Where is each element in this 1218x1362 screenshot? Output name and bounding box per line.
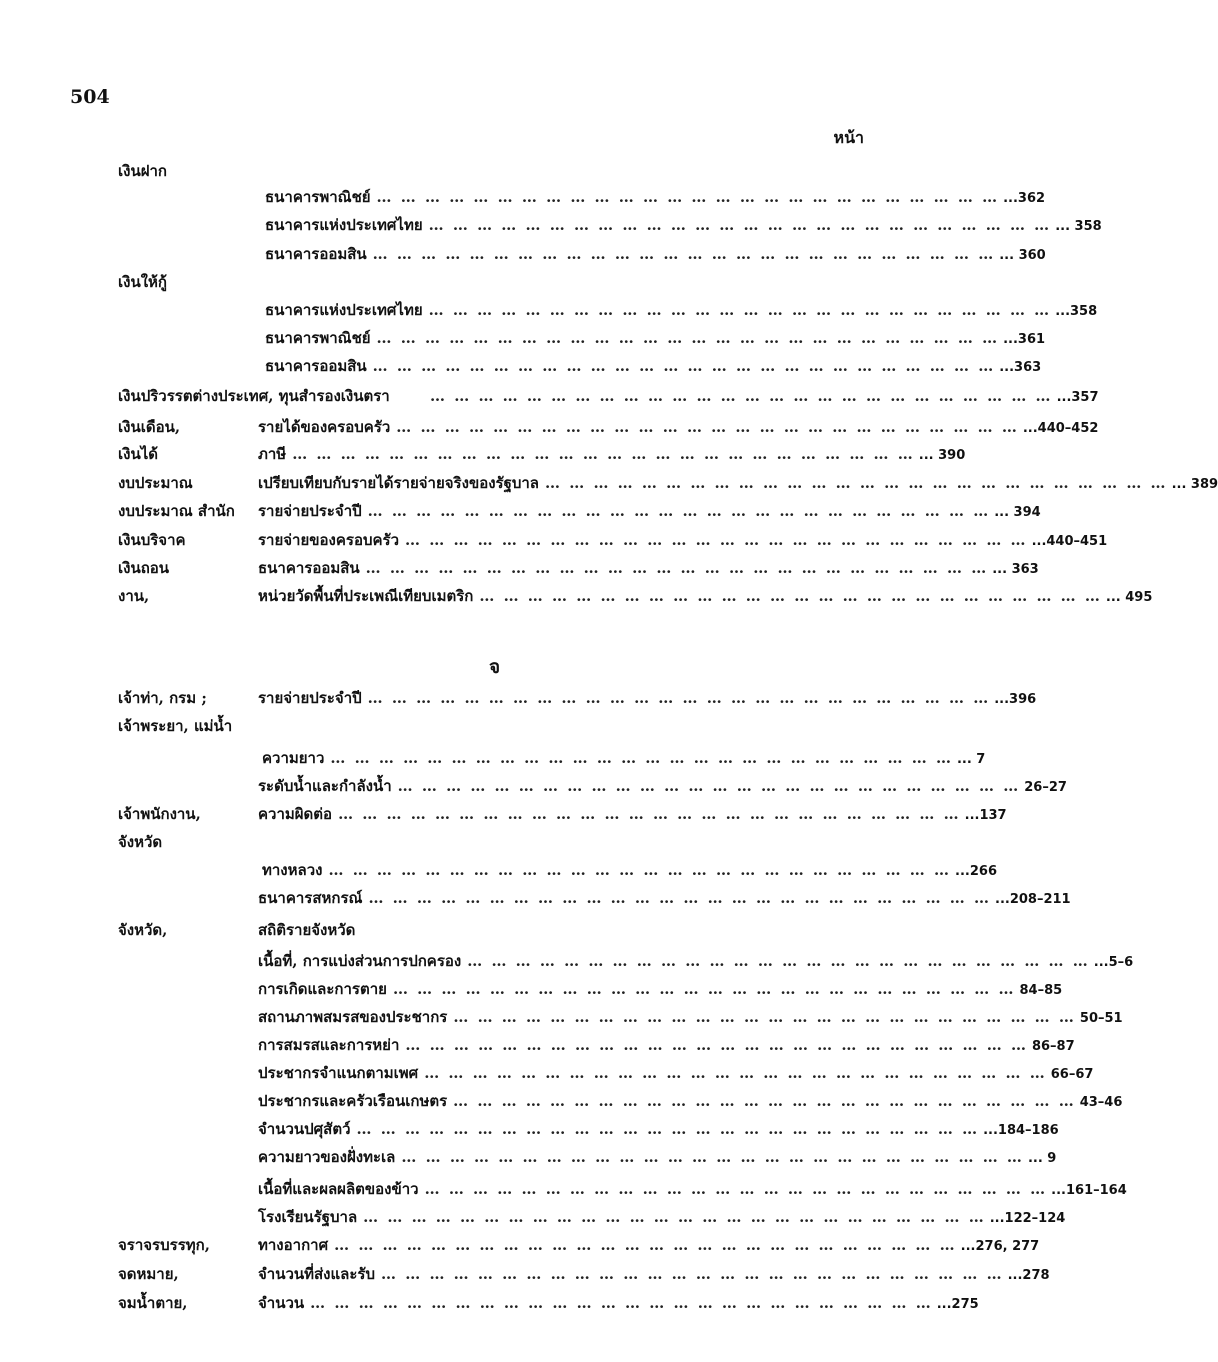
index-subentry: การเกิดและการตาย — [258, 980, 387, 998]
index-subentry: ประชากรจำแนกตามเพศ — [258, 1064, 419, 1082]
index-row — [0, 745, 986, 771]
index-row — [0, 1116, 1059, 1142]
index-term: เจ้าพระยา, แม่น้ำ — [118, 717, 233, 735]
page-reference: ...362 — [1003, 191, 1046, 206]
index-row — [0, 713, 966, 739]
dot-leader: … … … … … … … … … … … … … … … … … … … … … … … … … … — [405, 531, 1028, 549]
index-entry — [265, 184, 1046, 212]
index-row — [0, 1176, 1127, 1202]
index-entry — [258, 1204, 1066, 1232]
page-reference: 26–27 — [1024, 780, 1067, 795]
page-reference: 66–67 — [1050, 1067, 1094, 1082]
index-subentry: ประชากรและครัวเรือนเกษตร — [258, 1092, 448, 1110]
page-reference: ... 394 — [994, 505, 1041, 520]
index-row — [0, 555, 1039, 581]
index-subentry: ธนาคารแห่งประเทศไทย — [265, 216, 423, 234]
index-row — [0, 1204, 1066, 1230]
index-subentry: รายจ่ายของครอบครัว — [258, 531, 399, 549]
index-subentry: ความยาวของฝั่งทะเล — [258, 1148, 396, 1166]
dot-leader: … … … … … … … … … … … … … … … … … … … … … … … … … … — [310, 1294, 933, 1312]
dot-leader: … … … … … … … … … … … … … … … … … … … … … … … … … … — [367, 689, 991, 707]
index-subentry: หน่วยวัดพื้นที่ประเพณีเทียบเมตริก — [258, 587, 474, 605]
index-entry — [258, 885, 1071, 913]
index-row — [0, 184, 1046, 210]
index-term: เงินให้กู้ — [118, 273, 167, 291]
page-reference: ...278 — [1007, 1268, 1050, 1283]
index-subentry: ธนาคารสหกรณ์ — [258, 889, 363, 907]
index-entry — [258, 1232, 1040, 1260]
index-term: งบประมาณ สำนัก — [118, 502, 235, 520]
index-entry — [258, 917, 864, 943]
index-subentry: ความยาว — [262, 749, 325, 767]
index-row — [0, 801, 1007, 827]
page-reference: ...357 — [1056, 390, 1099, 405]
index-entry — [258, 1032, 1075, 1060]
page-reference: ...440–452 — [1022, 421, 1099, 436]
page-reference: ... 9 — [1027, 1151, 1057, 1166]
index-subentry: ธนาคารออมสิน — [265, 357, 367, 375]
dot-leader: … … … … … … … … … … … … … … … … … … … … … … … … … … — [334, 1236, 957, 1254]
index-entry — [258, 1144, 1057, 1172]
dot-leader: … … … … … … … … … … … … … … … … … … … … … … … … … … — [424, 1064, 1047, 1082]
page-reference: ...266 — [955, 864, 997, 879]
page-reference: 43–46 — [1079, 1095, 1123, 1110]
dot-leader: … … … … … … … … … … … … … … … … … … … … … … … … … … — [365, 559, 989, 577]
index-entry — [430, 383, 1099, 411]
dot-leader: … … … … … … … … … … … … … … … … … … … … … … … … … … — [368, 889, 992, 907]
index-subentry: ทางอากาศ — [258, 1236, 329, 1254]
index-row — [0, 527, 1108, 553]
index-subentry: เนื้อที่และผลผลิตของข้าว — [258, 1180, 419, 1198]
dot-leader: … … … … … … … … … … … … … … … … … … … … … … … … … … — [338, 805, 961, 823]
index-entry — [258, 948, 1134, 976]
page-reference: ... 390 — [918, 448, 966, 463]
index-term: เงินฝาก — [118, 162, 167, 180]
dot-leader: … … … … … … … … … … … … … … … … … … … … … … … … … … — [424, 1180, 1048, 1198]
page-reference: ... 495 — [1105, 590, 1153, 605]
index-entry — [258, 801, 1007, 829]
index-row — [0, 1232, 1040, 1258]
index-subentry: รายจ่ายประจำปี — [258, 689, 362, 707]
dot-leader: … … … … … … … … … … … … … … … … … … … … … … … … … … — [376, 188, 1000, 206]
index-row — [0, 948, 1134, 974]
index-subentry: รายได้ของครอบครัว — [258, 418, 391, 436]
index-term: จังหวัด, — [118, 921, 168, 939]
dot-leader: … … … … … … … … … … … … … … … … … … … … … … … … … … — [545, 474, 1168, 492]
dot-leader: … … … … … … … … … … … … … … … … … … … … … … … … … … — [479, 587, 1102, 605]
index-entry — [265, 241, 1046, 269]
dot-leader: … … … … … … … … … … … … … … … … … … … … … … … … … … — [372, 245, 996, 263]
page-reference: ... 358 — [1055, 219, 1102, 234]
index-row — [0, 1088, 1123, 1114]
page-reference: ...122–124 — [989, 1211, 1066, 1226]
index-entry — [258, 414, 1099, 442]
index-term: เงินปริวรรตต่างประเทศ, ทุนสำรองเงินตรา — [118, 387, 390, 405]
index-entry — [258, 441, 966, 469]
index-entry — [258, 1060, 1094, 1088]
index-entry — [262, 745, 986, 773]
index-row — [0, 857, 997, 883]
index-term: เงินเดือน, — [118, 418, 181, 436]
index-entry — [258, 1176, 1127, 1204]
dot-leader: … … … … … … … … … … … … … … … … … … … … … … … … … … — [356, 1120, 980, 1138]
index-row — [0, 1004, 1123, 1030]
dot-leader: … … … … … … … … … … … … … … … … … … … … … … … … … … — [363, 1208, 986, 1226]
index-entry — [258, 1261, 1050, 1289]
dot-leader: … … … … … … … … … … … … … … … … … … … … … … … … … … — [392, 980, 1016, 998]
dot-leader: … … … … … … … … … … … … … … … … … … … … … … … … … … — [428, 301, 1052, 319]
page-reference: ...208–211 — [995, 892, 1071, 907]
index-row — [0, 498, 1041, 524]
index-row — [0, 353, 1042, 379]
dot-leader: … … … … … … … … … … … … … … … … … … … … … … … … … … — [401, 1148, 1024, 1166]
page-reference: ...184–186 — [983, 1123, 1059, 1138]
index-subentry: ธนาคารพาณิชย์ — [265, 188, 371, 206]
index-entry — [265, 212, 1102, 240]
index-subentry: ธนาคารออมสิน — [265, 245, 367, 263]
index-row — [0, 773, 1067, 799]
index-term: งาน, — [118, 587, 150, 605]
page-reference: ...276, 277 — [960, 1239, 1040, 1254]
dot-leader: … … … … … … … … … … … … … … … … … … … … … … … … … … — [367, 502, 991, 520]
index-row — [0, 1060, 1094, 1086]
dot-leader: … … … … … … … … … … … … … … … … … … … … … … … … … … — [405, 1036, 1028, 1054]
index-term: จราจรบรรทุก, — [118, 1236, 210, 1254]
index-row — [0, 212, 1102, 238]
page-reference: ... 363 — [992, 562, 1039, 577]
index-row — [0, 1290, 979, 1316]
dot-leader: … … … … … … … … … … … … … … … … … … … … … … … … … … — [396, 418, 1019, 436]
index-subentry: ทางหลวง — [262, 861, 323, 879]
index-subentry: ภาษี — [258, 445, 287, 463]
index-subentry: จำนวนที่ส่งและรับ — [258, 1265, 376, 1283]
dot-leader: … … … … … … … … … … … … … … … … … … … … … … … … … … — [292, 445, 915, 463]
index-row — [0, 885, 1071, 911]
page-reference: ... 389 — [1171, 477, 1218, 492]
page-reference: ...363 — [999, 360, 1042, 375]
index-row — [0, 383, 1099, 409]
index-row — [0, 414, 1099, 440]
index-entry — [258, 1290, 979, 1318]
page-reference: ...137 — [964, 808, 1007, 823]
index-row — [0, 1032, 1075, 1058]
section-letter: จ — [489, 656, 501, 678]
index-entry — [258, 1088, 1123, 1116]
dot-leader: … … … … … … … … … … … … … … … … … … … … … … … … … … — [467, 952, 1090, 970]
page-reference: ... 7 — [956, 752, 986, 767]
index-entry — [258, 555, 1039, 583]
index-subentry: ธนาคารแห่งประเทศไทย — [265, 301, 423, 319]
page-reference: 84–85 — [1019, 983, 1063, 998]
index-entry — [258, 527, 1108, 555]
page-reference: 86–87 — [1031, 1039, 1075, 1054]
index-subentry: สถิติรายจังหวัด — [258, 921, 356, 939]
index-entry — [265, 353, 1042, 381]
index-subentry: ธนาคารออมสิน — [258, 559, 360, 577]
index-term: จดหมาย, — [118, 1265, 179, 1283]
dot-leader: … … … … … … … … … … … … … … … … … … … … … … … … … … — [330, 749, 953, 767]
index-subentry: เปรียบเทียบกับรายได้รายจ่ายจริงของรัฐบาล — [258, 474, 539, 492]
page-reference: ...5–6 — [1093, 955, 1134, 970]
dot-leader: … … … … … … … … … … … … … … … … … … … … … … … … … … — [376, 329, 1000, 347]
dot-leader: … … … … … … … … … … … … … … … … … … … … … … … … … … — [453, 1092, 1076, 1110]
index-entry — [258, 470, 1218, 498]
page-column-header: หน้า — [833, 128, 864, 147]
index-row — [0, 470, 1218, 496]
index-term: เจ้าพนักงาน, — [118, 805, 201, 823]
page-reference: 50–51 — [1079, 1011, 1123, 1026]
index-row — [0, 441, 966, 467]
page-number: 504 — [70, 86, 110, 108]
index-row — [0, 1261, 1050, 1287]
index-entry — [262, 857, 997, 885]
page-reference: ...361 — [1003, 332, 1046, 347]
index-row — [0, 241, 1046, 267]
index-row — [0, 325, 1046, 351]
dot-leader: … … … … … … … … … … … … … … … … … … … … … … … … … … — [397, 777, 1021, 795]
index-entry — [258, 1116, 1059, 1144]
page-reference: ...358 — [1055, 304, 1098, 319]
dot-leader: … … … … … … … … … … … … … … … … … … … … … … … … … … — [430, 387, 1053, 405]
index-row — [0, 685, 1037, 711]
index-row — [0, 269, 966, 295]
index-entry — [265, 297, 1098, 325]
index-term: งบประมาณ — [118, 474, 193, 492]
index-entry — [258, 773, 1067, 801]
index-subentry: จำนวน — [258, 1294, 305, 1312]
index-subentry: ความผิดต่อ — [258, 805, 333, 823]
index-term: เงินได้ — [118, 445, 158, 463]
dot-leader: … … … … … … … … … … … … … … … … … … … … … … … … … … — [328, 861, 952, 879]
index-entry — [265, 325, 1046, 353]
index-row — [0, 158, 966, 184]
page-reference: ... 360 — [999, 248, 1046, 263]
index-subentry: เนื้อที่, การแบ่งส่วนการปกครอง — [258, 952, 462, 970]
page-reference: ...275 — [936, 1297, 979, 1312]
index-term: เจ้าท่า, กรม ; — [118, 689, 207, 707]
index-term: จังหวัด — [118, 833, 163, 851]
index-entry — [258, 498, 1041, 526]
index-subentry: ระดับน้ำและกำลังน้ำ — [258, 777, 392, 795]
index-subentry: โรงเรียนรัฐบาล — [258, 1208, 358, 1226]
index-row — [0, 583, 1153, 609]
index-entry — [258, 685, 1037, 713]
index-row — [0, 829, 966, 855]
index-subentry: สถานภาพสมรสของประชากร — [258, 1008, 448, 1026]
dot-leader: … … … … … … … … … … … … … … … … … … … … … … … … … … — [428, 216, 1052, 234]
index-subentry: จำนวนปศุสัตว์ — [258, 1120, 351, 1138]
index-term: เงินบริจาค — [118, 531, 186, 549]
page-reference: ...440–451 — [1031, 534, 1108, 549]
index-row — [0, 1144, 1057, 1170]
index-row — [0, 297, 1098, 323]
index-subentry: การสมรสและการหย่า — [258, 1036, 400, 1054]
index-row — [0, 917, 966, 943]
index-row — [0, 976, 1063, 1002]
index-entry — [258, 976, 1063, 1004]
dot-leader: … … … … … … … … … … … … … … … … … … … … … … … … … … — [372, 357, 996, 375]
index-entry — [258, 583, 1153, 611]
index-subentry: ธนาคารพาณิชย์ — [265, 329, 371, 347]
index-subentry: รายจ่ายประจำปี — [258, 502, 362, 520]
index-term: จมน้ำตาย, — [118, 1294, 188, 1312]
page-reference: ...161–164 — [1051, 1183, 1127, 1198]
page-reference: ...396 — [994, 692, 1037, 707]
index-entry — [258, 1004, 1123, 1032]
dot-leader: … … … … … … … … … … … … … … … … … … … … … … … … … … — [381, 1265, 1004, 1283]
index-term: เงินถอน — [118, 559, 170, 577]
dot-leader: … … … … … … … … … … … … … … … … … … … … … … … … … … — [453, 1008, 1076, 1026]
